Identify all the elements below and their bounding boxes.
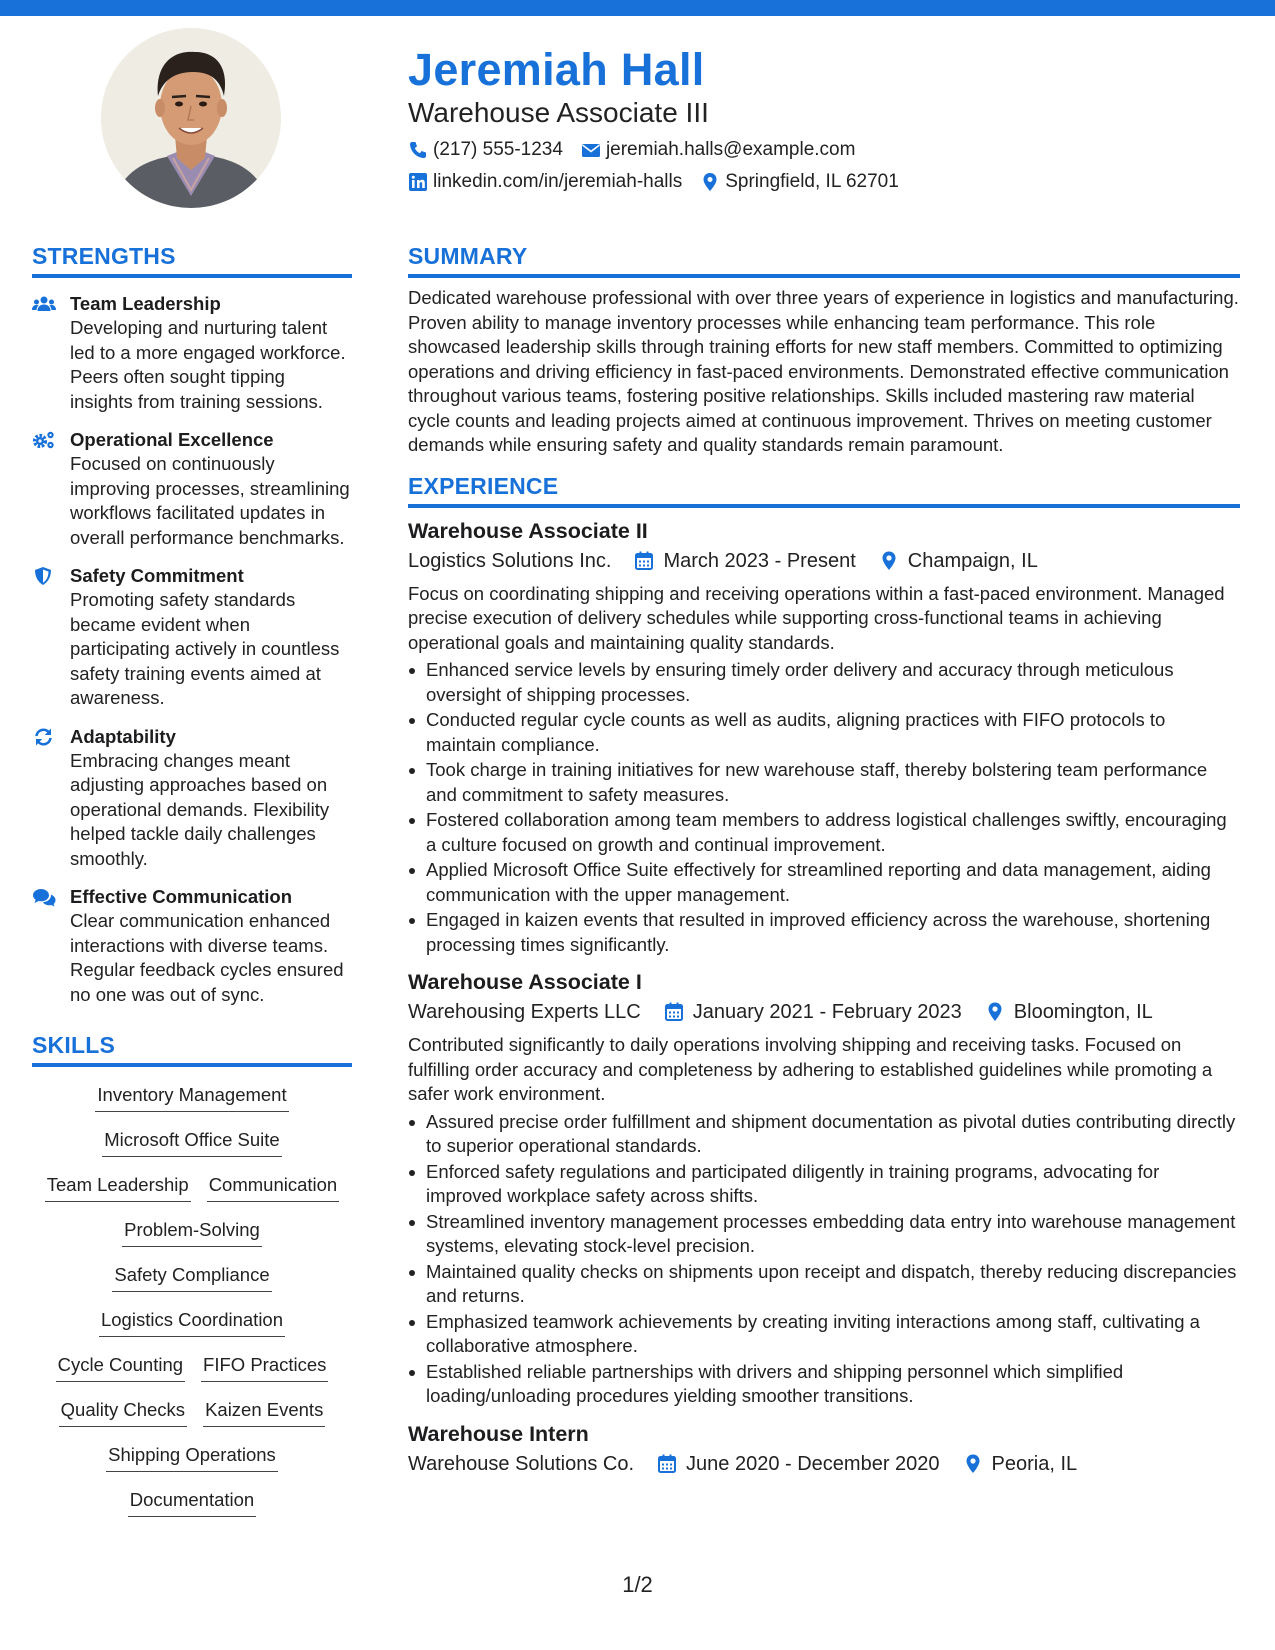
bullet-item: Assured precise order fulfillment and shipment documentation as pivotal duties contributing directly to superior operational standards.: [408, 1110, 1240, 1159]
job-entry: [408, 1419, 1240, 1479]
skill-tag: Quality Checks: [59, 1396, 187, 1427]
users-icon: [32, 294, 56, 314]
job-title: Warehouse Associate II: [408, 518, 648, 543]
job-location: Peoria, IL: [991, 1452, 1078, 1475]
job-location: Bloomington, IL: [1013, 1001, 1153, 1023]
strength-title: Effective Communication: [70, 886, 293, 907]
job-location: Champaign, IL: [907, 549, 1038, 572]
skill-tag: Communication: [207, 1171, 340, 1202]
chat-icon: [32, 887, 56, 907]
skill-tag: Shipping Operations: [106, 1441, 278, 1472]
linkedin-icon: [408, 172, 428, 192]
gears-icon: [32, 430, 56, 450]
strength-description: Promoting safety standards became evident when participating actively in countless safety training events aimed at awareness.: [70, 589, 340, 708]
calendar-icon: [633, 550, 655, 572]
phone-icon: [408, 140, 428, 160]
job-company: Warehousing Experts LLC: [408, 1001, 641, 1023]
strength-item: [32, 428, 352, 550]
job-company: Warehouse Solutions Co.: [408, 1452, 635, 1475]
strength-description: Embracing changes meant adjusting approaches based on operational demands. Flexibility helped tackle daily challenges smoothly.: [70, 749, 330, 869]
strength-item: [32, 885, 352, 1007]
skill-tag: Microsoft Office Suite: [102, 1126, 281, 1157]
shield-icon: [32, 566, 56, 586]
strengths-heading: STRENGTHS: [32, 242, 352, 278]
summary-text: Dedicated warehouse professional with over three years of experience in logistics and manufacturing. Proven ability to manage inventory processes while enhancing team performance. This role showcased leadership skills through training efforts for new staff members. Committed to optimizing operations and driving efficiency in fast-paced environments. Demonstrated effective communication throughout various teams, fostering positive relationships. Skills included mastering raw material cycle counts and leading projects aimed at continuous improvement. Thrives on meeting customer demands while ensuring safety and quality standards remain paramount.: [408, 287, 1239, 455]
page-number: 1/2: [622, 1572, 653, 1597]
location-text: Springfield, IL 62701: [725, 171, 899, 192]
bullet-item: Streamlined inventory management processes embedding data entry into warehouse management systems, elevating stock-level precision.: [408, 1210, 1240, 1259]
skill-tag: Problem-Solving: [122, 1216, 262, 1247]
strength-description: Developing and nurturing talent led to a more engaged workforce. Peers often sought tipping insights from training sessions.: [70, 317, 346, 412]
email-text: jeremiah.halls@example.com: [605, 139, 856, 160]
phone-text: (217) 555-1234: [433, 139, 563, 160]
bullet-item: Fostered collaboration among team members to address logistical challenges swiftly, encouraging a culture focused on growth and continual improvement.: [408, 808, 1240, 857]
summary-heading: SUMMARY: [408, 242, 1240, 278]
job-bullets: [408, 1110, 1240, 1409]
linkedin-contact[interactable]: [408, 171, 682, 193]
job-dates: January 2021 - February 2023: [692, 1001, 962, 1023]
bullet-item: Emphasized teamwork achievements by creating inviting interactions among staff, cultivating a collaborative atmosphere.: [408, 1310, 1240, 1359]
bullet-item: Maintained quality checks on shipments upon receipt and dispatch, thereby reducing discrepancies and returns.: [408, 1260, 1240, 1309]
strength-title: Adaptability: [70, 725, 176, 747]
bullet-item: Engaged in kaizen events that resulted in improved efficiency across the warehouse, shortening processing times significantly.: [408, 908, 1240, 957]
location-contact: [700, 171, 899, 193]
strength-title: Safety Commitment: [70, 565, 244, 586]
skill-tag: Logistics Coordination: [99, 1306, 285, 1337]
bullet-item: Enforced safety regulations and participated diligently in training programs, advocating for improved workplace safety across shifts.: [408, 1160, 1240, 1209]
job-description: Focus on coordinating shipping and receiving operations within a fast-paced environment. Managed precise execution of delivery schedules while supporting cross-functional teams in achieving operational goals and maintaining quality standards.: [408, 582, 1225, 653]
job-title: Warehouse Associate I: [408, 970, 642, 994]
map-pin-icon: [962, 1453, 984, 1475]
job-meta: [408, 546, 1240, 576]
strength-item: [32, 564, 352, 711]
skill-tag: Documentation: [128, 1486, 256, 1517]
calendar-icon: [656, 1453, 678, 1475]
contact-row-1: [408, 138, 1228, 162]
linkedin-text: linkedin.com/in/jeremiah-halls: [433, 171, 683, 192]
strength-item: [32, 725, 352, 872]
map-pin-icon: [700, 172, 720, 192]
job-entry: [408, 516, 1240, 958]
skills-list: [32, 1081, 352, 1531]
job-meta: [408, 1449, 1240, 1479]
skill-tag: Kaizen Events: [203, 1396, 325, 1427]
top-accent-bar: [0, 0, 1275, 16]
strength-description: Clear communication enhanced interactions with diverse teams. Regular feedback cycles ensured no one was out of sync.: [70, 910, 344, 1005]
right-column: [408, 242, 1240, 1479]
calendar-icon: [663, 1001, 685, 1023]
phone-contact[interactable]: [408, 139, 563, 161]
strength-title: Operational Excellence: [70, 429, 274, 450]
resume-header: [408, 44, 1228, 194]
bullet-item: Applied Microsoft Office Suite effectively for streamlined reporting and data management, aiding communication with the upper management.: [408, 858, 1240, 907]
job-entry: [408, 967, 1240, 1409]
job-meta: [408, 997, 1240, 1027]
skill-tag: FIFO Practices: [201, 1351, 328, 1382]
skill-tag: Inventory Management: [95, 1081, 288, 1112]
bullet-item: Conducted regular cycle counts as well as audits, aligning practices with FIFO protocols to maintain compliance.: [408, 708, 1240, 757]
profile-photo: [101, 28, 281, 208]
strength-description: Focused on continuously improving processes, streamlining workflows facilitated updates in overall performance benchmarks.: [70, 453, 350, 548]
contact-row-2: [408, 170, 1228, 194]
skills-heading: SKILLS: [32, 1031, 352, 1067]
map-pin-icon: [984, 1001, 1006, 1023]
map-pin-icon: [878, 550, 900, 572]
profile-photo-illustration: [101, 28, 281, 208]
candidate-name: Jeremiah Hall: [408, 44, 705, 95]
strength-item: [32, 292, 352, 414]
job-description: Contributed significantly to daily operations involving shipping and receiving tasks. Focused on fulfilling order accuracy and completeness by adhering to established guidelines while promoting a safer work environment.: [408, 1034, 1213, 1104]
bullet-item: Took charge in training initiatives for new warehouse staff, thereby bolstering team performance and commitment to safety measures.: [408, 758, 1240, 807]
left-column: [32, 242, 352, 1531]
skill-tag: Safety Compliance: [112, 1261, 271, 1292]
email-contact[interactable]: [581, 139, 856, 161]
strength-title: Team Leadership: [70, 293, 221, 314]
bullet-item: Enhanced service levels by ensuring timely order delivery and accuracy through meticulous oversight of shipping processes.: [408, 658, 1240, 707]
job-bullets: [408, 658, 1240, 957]
job-dates: June 2020 - December 2020: [686, 1452, 940, 1475]
skill-tag: Team Leadership: [45, 1171, 191, 1202]
job-company: Logistics Solutions Inc.: [408, 549, 612, 572]
sync-icon: [32, 727, 56, 747]
envelope-icon: [581, 140, 601, 160]
job-dates: March 2023 - Present: [663, 549, 856, 572]
bullet-item: Established reliable partnerships with drivers and shipping personnel which simplified loading/unloading procedures yielding smoother transitions.: [408, 1360, 1240, 1409]
experience-heading: EXPERIENCE: [408, 472, 1240, 508]
skill-tag: Cycle Counting: [56, 1351, 185, 1382]
candidate-role: Warehouse Associate III: [408, 97, 709, 128]
job-title: Warehouse Intern: [408, 1421, 589, 1446]
